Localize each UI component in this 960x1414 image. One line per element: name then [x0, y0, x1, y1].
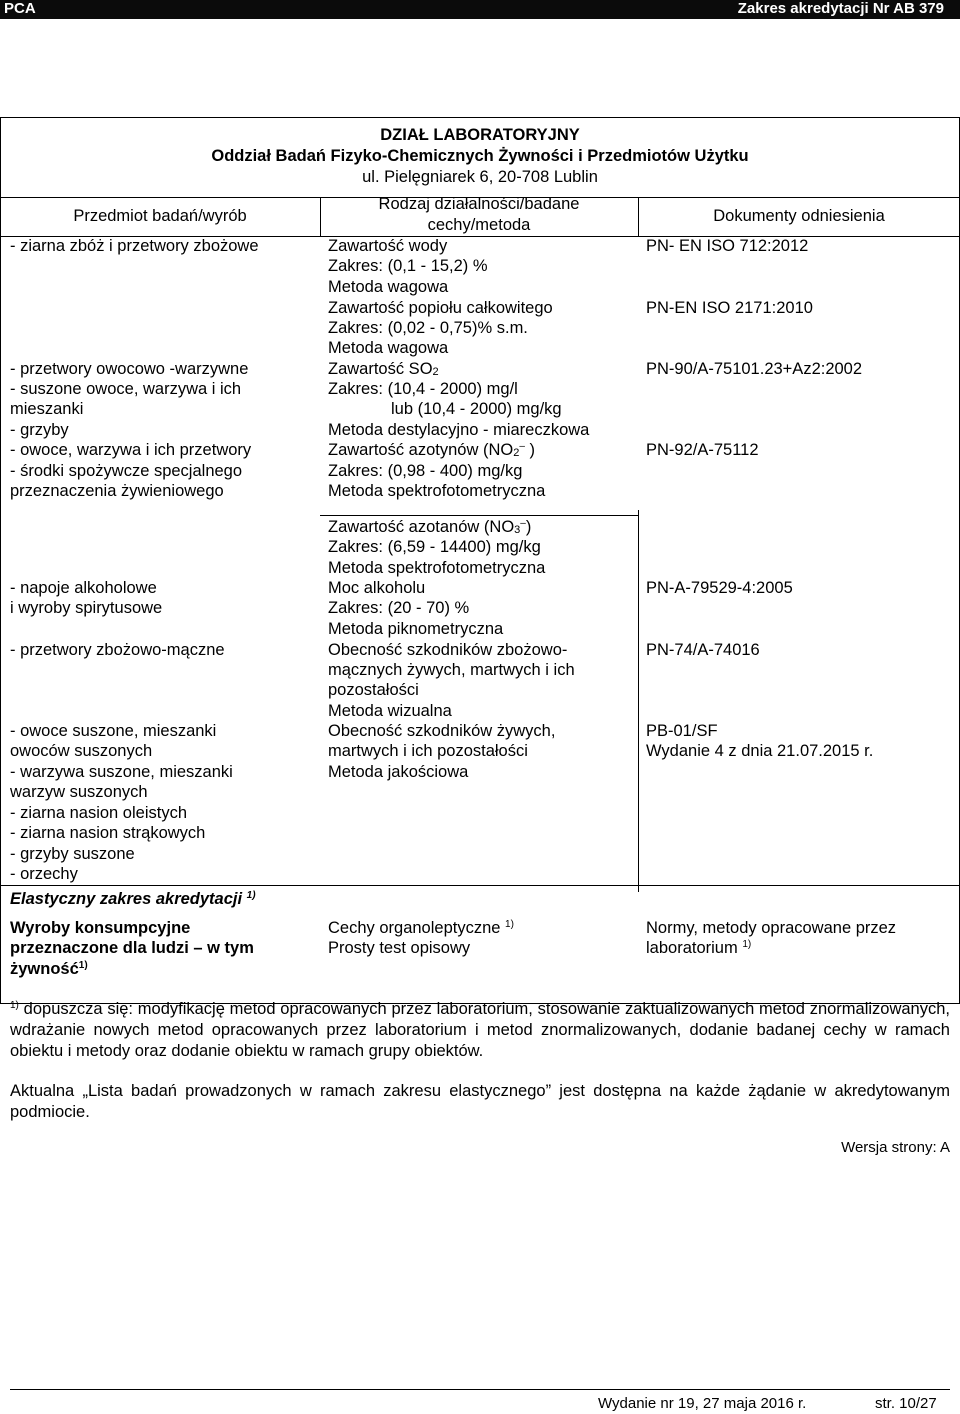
subject-fruit-veg-line: przeznaczenia żywieniowego	[10, 482, 224, 500]
department-unit: Oddział Badań Fizyko-Chemicznych Żywności i Przedmiotów Użytku	[211, 147, 749, 165]
subject-fruit-veg-line: - grzyby	[10, 421, 69, 439]
method-organoleptic-test: Prosty test opisowy	[328, 939, 471, 957]
header-scope-title: Zakres akredytacji Nr AB 379	[737, 0, 944, 17]
department-name: DZIAŁ LABORATORYJNY	[380, 126, 580, 144]
row-divider-nitrate	[320, 515, 638, 516]
subject-dried-line: warzyw suszonych	[10, 783, 148, 801]
method-organoleptic-title: Cechy organoleptyczne $^{1)}$	[328, 919, 514, 937]
row-divider-flex	[0, 885, 959, 886]
method-nitrate-method: Metoda spektrofotometryczna	[328, 559, 546, 577]
footnote-flexible-scope: $^{1)}$ dopuszcza się: modyfikację metod opracowanych przez laboratorium, stosowanie zaktualizowanych metod znormalizowanych, wdrażanie nowych metod opracowanych przez laboratorium i metod znormalizowanych, dodanie badanej cechy w ramach obiektu i metody oraz dodanie obiektu w ramach grupy obiektów.	[10, 1000, 950, 1060]
method-alcohol-line: Zakres: (20 - 70) %	[328, 599, 470, 617]
subject-fruit-veg-line: - owoce, warzywa i ich przetwory	[10, 441, 252, 459]
method-pests-flour-line: Obecność szkodników zbożowo-	[328, 641, 568, 659]
column-header-method: cechy/metoda	[427, 216, 531, 234]
subject-fruit-veg-line: - przetwory owocowo -warzywne	[10, 360, 249, 378]
subject-fruit-veg-line: - suszone owoce, warzywa i ich	[10, 380, 242, 398]
column-divider-docs	[638, 510, 639, 892]
reference-document-lab: laboratorium $^{1)}$	[646, 939, 752, 957]
subject-consumer-line: żywność$^{1)}$	[10, 960, 88, 978]
method-nitrite-method: Metoda spektrofotometryczna	[328, 482, 546, 500]
reference-document: PN-90/A-75101.23+Az2:2002	[646, 360, 863, 378]
method-alcohol-line: Moc alkoholu	[328, 579, 426, 597]
method-water-line: Zakres: (0,1 - 15,2) %	[328, 257, 488, 275]
column-header-subject: Przedmiot badań/wyrób	[73, 207, 247, 225]
reference-document-edition: Wydanie 4 z dnia 21.07.2015 r.	[646, 742, 874, 760]
reference-document: PN-92/A-75112	[646, 441, 759, 459]
reference-document: PN-EN ISO 2171:2010	[646, 299, 813, 317]
subject-fruit-veg-line: mieszanki	[10, 400, 84, 418]
method-pests-flour-line: pozostałości	[328, 681, 419, 699]
method-so2-range-alt: lub (10,4 - 2000) mg/kg	[391, 400, 562, 418]
method-so2-title: Zawartość $SO_2$	[328, 360, 439, 378]
subject-dried-line: owoców suszonych	[10, 742, 153, 760]
subject-consumer-line: Wyroby konsumpcyjne	[10, 919, 191, 937]
subject-dried-line: - owoce suszone, mieszanki	[10, 722, 217, 740]
method-water-line: Zawartość wody	[328, 237, 448, 255]
method-nitrite-range: Zakres: (0,98 - 400) mg/kg	[328, 462, 523, 480]
method-nitrite-title: Zawartość azotynów ($NO_2^-$ )	[328, 441, 536, 459]
subject-consumer-line: przeznaczone dla ludzi – w tym	[10, 939, 254, 957]
method-alcohol-line: Metoda piknometryczna	[328, 620, 504, 638]
subject-dried-line: - warzywa suszone, mieszanki	[10, 763, 233, 781]
method-pests-dried-line: Metoda jakościowa	[328, 763, 469, 781]
method-ash-line: Metoda wagowa	[328, 339, 449, 357]
subject-dried-line: - grzyby suszone	[10, 845, 135, 863]
reference-document: PB-01/SF	[646, 722, 718, 740]
flexible-scope-heading: Elastyczny zakres akredytacji $^{1)}$	[10, 890, 256, 908]
subject-flour-products: - przetwory zbożowo-mączne	[10, 641, 225, 659]
subject-dried-line: - orzechy	[10, 865, 78, 883]
column-header-activity: Rodzaj działalności/badane	[378, 195, 580, 213]
method-ash-line: Zakres: (0,02 - 0,75)% s.m.	[328, 319, 528, 337]
method-water-line: Metoda wagowa	[328, 278, 449, 296]
footer-edition: Wydanie nr 19, 27 maja 2016 r.	[598, 1395, 807, 1412]
method-ash-line: Zawartość popiołu całkowitego	[328, 299, 553, 317]
method-nitrate-range: Zakres: (6,59 - 14400) mg/kg	[328, 538, 541, 556]
reference-document: PN-74/A-74016	[646, 641, 760, 659]
reference-document-lab: Normy, metody opracowane przez	[646, 919, 897, 937]
department-address: ul. Pielęgniarek 6, 20-708 Lublin	[362, 168, 598, 186]
subject-cereals: - ziarna zbóż i przetwory zbożowe	[10, 237, 259, 255]
reference-document: PN- EN ISO 712:2012	[646, 237, 809, 255]
method-so2-method: Metoda destylacyjno - miareczkowa	[328, 421, 590, 439]
footer-divider	[10, 1389, 950, 1390]
subject-alcohol-line: i wyroby spirytusowe	[10, 599, 163, 617]
method-pests-flour-line: Metoda wizualna	[328, 702, 452, 720]
method-nitrate-title: Zawartość azotanów $(NO_3^-)$	[328, 518, 532, 536]
page-version: Wersja strony: A	[841, 1139, 950, 1156]
method-so2-range: Zakres: (10,4 - 2000) mg/l	[328, 380, 518, 398]
footer-page-number: str. 10/27	[875, 1395, 937, 1412]
column-header-docs: Dokumenty odniesienia	[713, 207, 885, 225]
method-pests-dried-line: martwych i ich pozostałości	[328, 742, 528, 760]
flexible-scope-list-note: Aktualna „Lista badań prowadzonych w ramach zakresu elastycznego” jest dostępna na każde żądanie w akredytowanym podmiocie.	[10, 1082, 950, 1121]
method-pests-dried-line: Obecność szkodników żywych,	[328, 722, 556, 740]
subject-dried-line: - ziarna nasion oleistych	[10, 804, 188, 822]
page-header	[0, 0, 960, 19]
reference-document: PN-A-79529-4:2005	[646, 579, 793, 597]
header-org: PCA	[4, 0, 36, 17]
method-pests-flour-line: mącznych żywych, martwych i ich	[328, 661, 575, 679]
subject-alcohol-line: - napoje alkoholowe	[10, 579, 157, 597]
subject-fruit-veg-line: - środki spożywcze specjalnego	[10, 462, 243, 480]
subject-dried-line: - ziarna nasion strąkowych	[10, 824, 206, 842]
